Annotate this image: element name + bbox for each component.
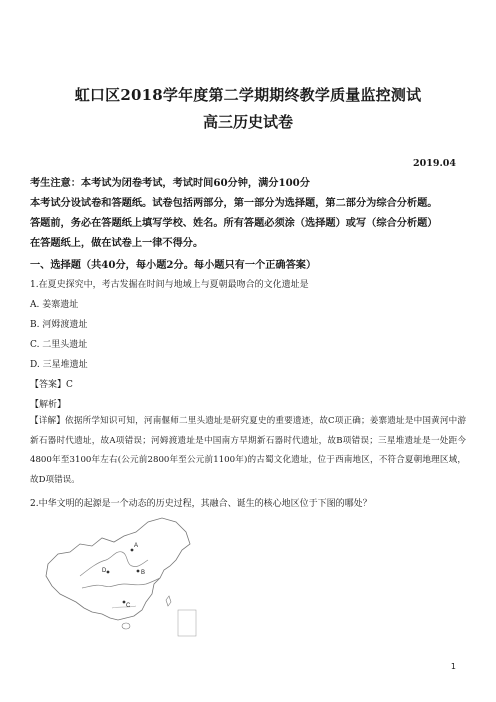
- section-heading: 一、选择题（共40分，每小题2分。每小题只有一个正确答案）: [30, 259, 317, 271]
- q1-detail: 【详解】依据所学知识可知，河南偃师二里头遗址是研究夏史的重要遗迹，故C项正确；姜寨遗址是中国黄河中游新石器时代遗址，故A项错误；河姆渡遗址是中国南方早期新石器时代遗址，故B项错误；三星堆遗址是一处距今4800年至3100年左右(公元前2800年至公元前1100年)的古蜀文化遗址，位于西南地区，不符合夏朝地理区域，故D项错误。: [30, 416, 466, 485]
- exam-title: 虹口区2018学年度第二学期期终教学质量监控测试: [74, 86, 422, 104]
- notice-line-1: 考生注意：本考试为闭卷考试，考试时间60分钟，满分100分: [30, 177, 310, 189]
- south-sea-inset: [178, 610, 196, 636]
- notice-line-3: 答题前，务必在答题纸上填写学校、姓名。所有答题必须涂（选择题）或写（综合分析题）: [30, 217, 438, 229]
- china-outline: [46, 518, 190, 620]
- map-label-b: B: [141, 570, 146, 576]
- q2-stem: 2.中华文明的起源是一个动态的历史过程，其融合、诞生的核心地区位于下图的哪处？: [30, 499, 372, 509]
- exam-subtitle: 高三历史试卷: [202, 113, 293, 131]
- exam-date: 2019.04: [413, 158, 456, 169]
- map-label-d: D: [102, 568, 107, 574]
- pearl-river: [112, 606, 136, 608]
- notice-line-2: 本考试分设试卷和答题纸。试卷包括两部分，第一部分为选择题，第二部分为综合分析题。: [30, 197, 438, 209]
- map-label-c: C: [126, 603, 131, 609]
- china-map-figure: [40, 514, 200, 639]
- taiwan-island: [166, 596, 171, 606]
- q1-option-a: A. 姜寨遗址: [30, 300, 79, 310]
- page-number: 1: [450, 662, 456, 671]
- notice-line-4: 在答题纸上，做在试卷上一律不得分。: [30, 237, 204, 249]
- hainan-island: [122, 623, 130, 629]
- q1-option-d: D. 三星堆遗址: [30, 360, 88, 370]
- q1-option-b: B. 河姆渡遗址: [30, 320, 88, 330]
- marker-d: [107, 571, 110, 574]
- q1-analysis-label: 【解析】: [30, 400, 67, 410]
- q1-option-c: C. 二里头遗址: [30, 340, 88, 350]
- marker-a: [131, 549, 134, 552]
- q1-stem: 1.在夏史探究中，考古发掘在时间与地域上与夏朝最吻合的文化遗址是: [30, 280, 309, 290]
- marker-c: [123, 601, 126, 604]
- map-label-a: A: [134, 543, 139, 549]
- q1-answer: 【答案】C: [30, 380, 73, 390]
- marker-b: [137, 570, 140, 573]
- yangtze-river: [82, 578, 160, 588]
